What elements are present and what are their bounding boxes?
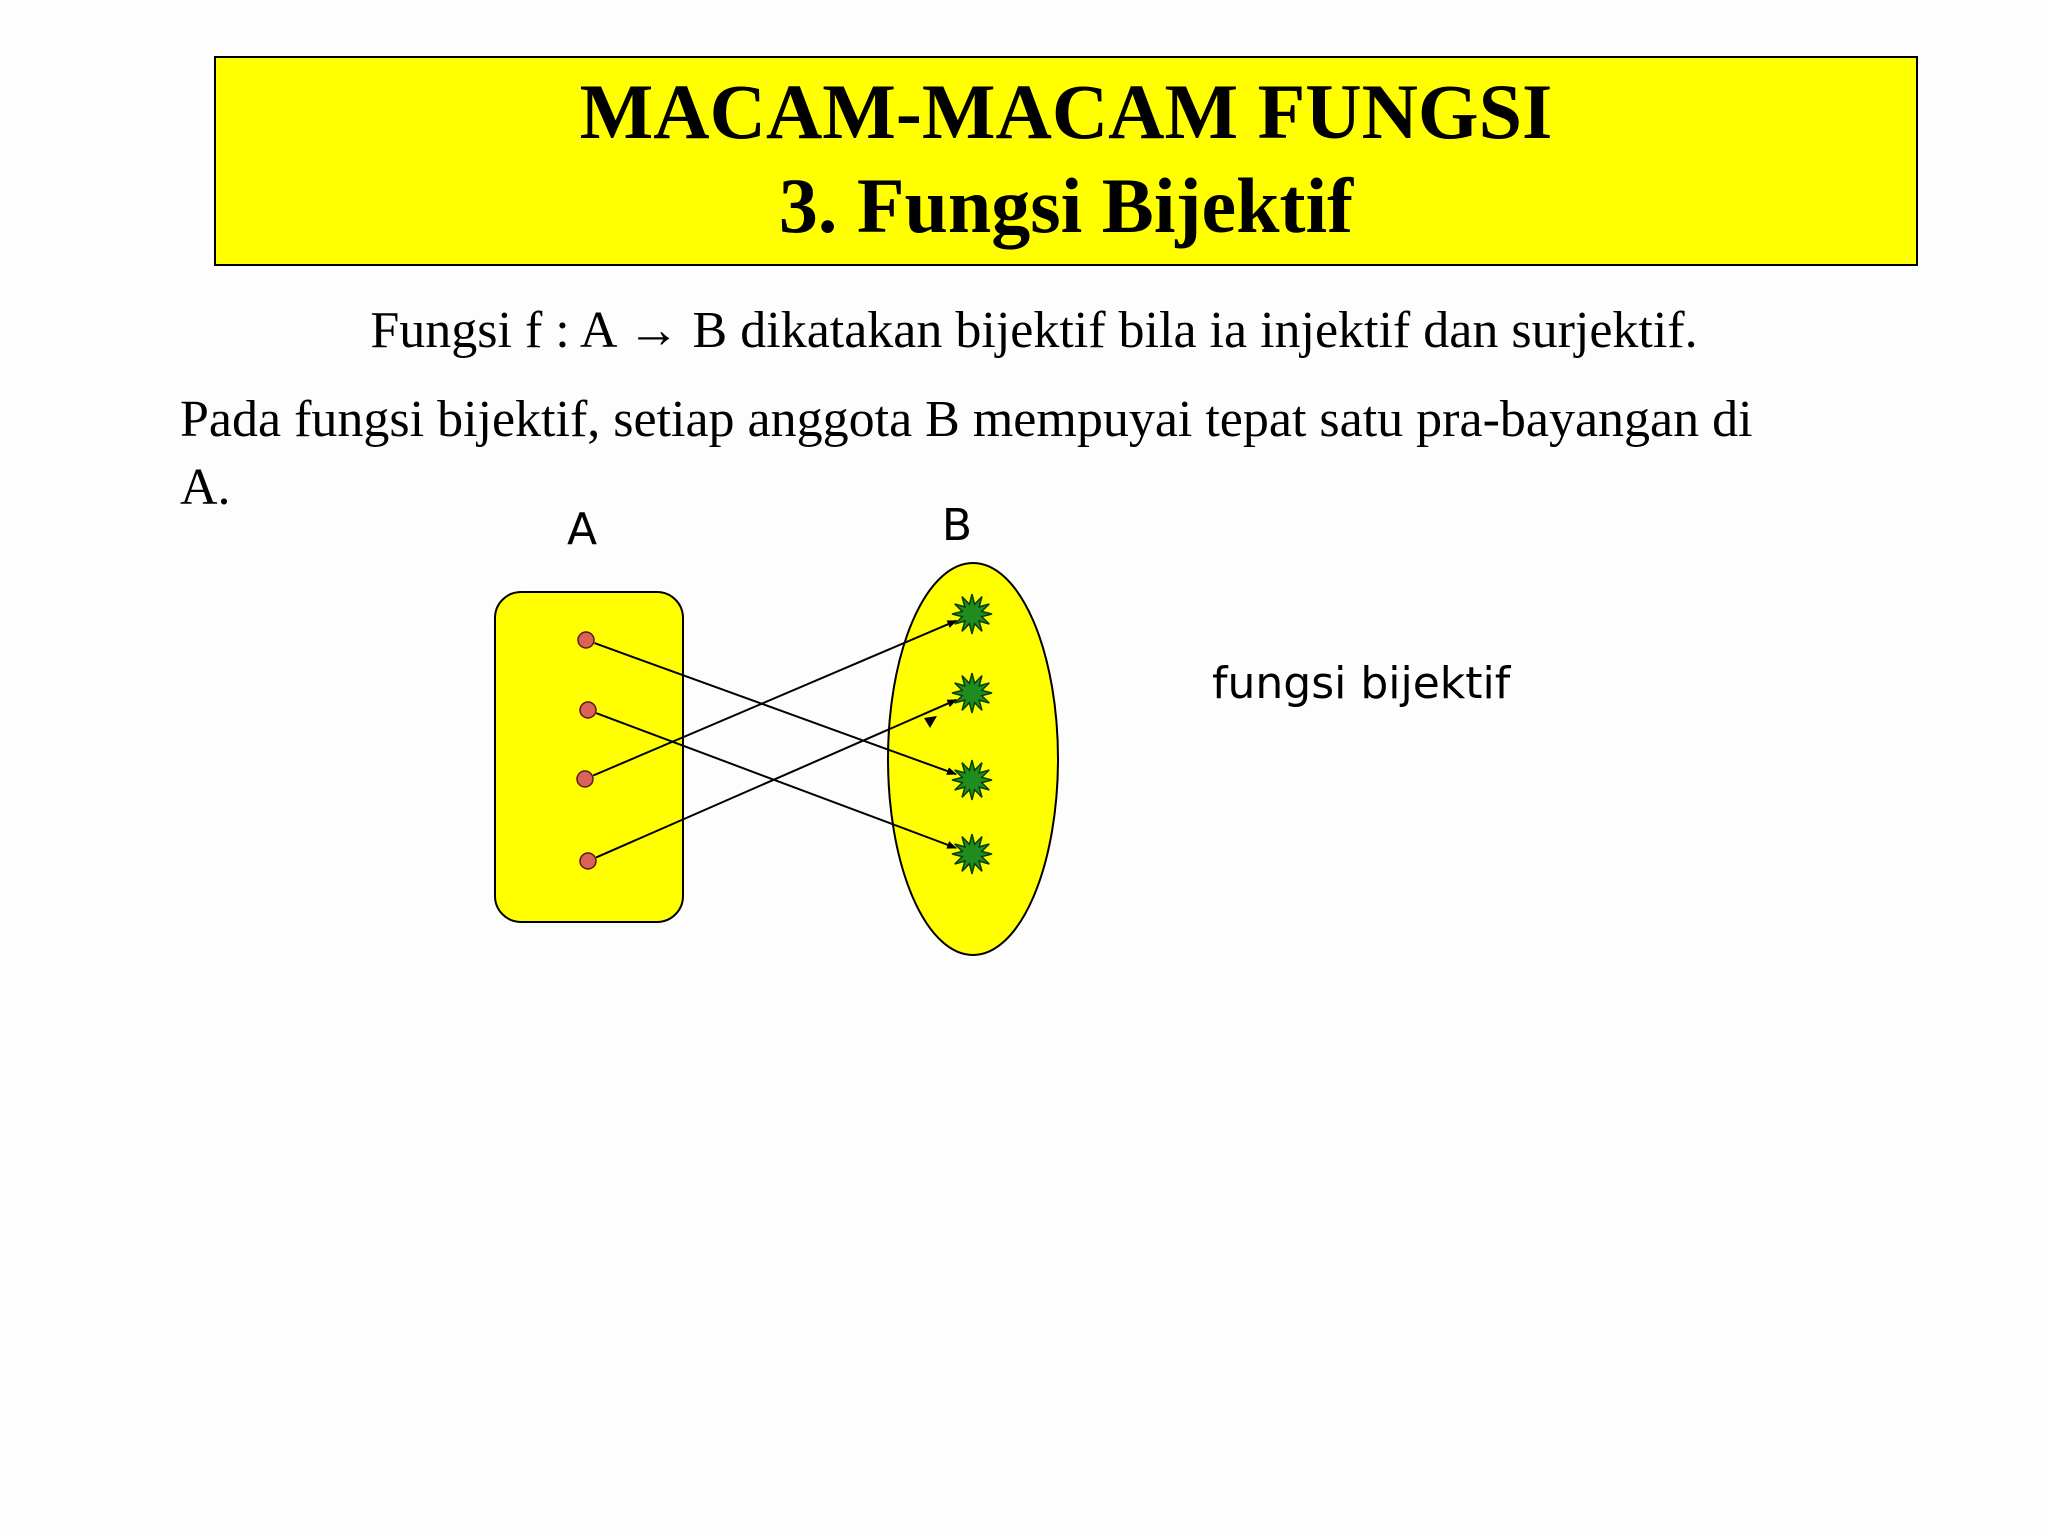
explanation-line-1: Pada fungsi bijektif, setiap anggota B mempuyai tepat satu pra-bayangan di (180, 391, 1753, 448)
set-b-label: B (941, 500, 973, 551)
domain-point-1 (578, 632, 594, 648)
domain-point-3 (577, 771, 593, 787)
explanation-line-2: A. (180, 459, 231, 516)
definition-text: Fungsi f : A → B dikatakan bijektif bila ia injektif dan surjektif. (370, 302, 1698, 359)
diagram-caption: fungsi bijektif (1212, 658, 1511, 709)
slide-title: MACAM-MACAM FUNGSI (579, 68, 1553, 155)
slide-subtitle: 3. Fungsi Bijektif (778, 162, 1354, 249)
domain-point-2 (580, 702, 596, 718)
domain-point-4 (580, 853, 596, 869)
set-a-label: A (566, 504, 598, 555)
